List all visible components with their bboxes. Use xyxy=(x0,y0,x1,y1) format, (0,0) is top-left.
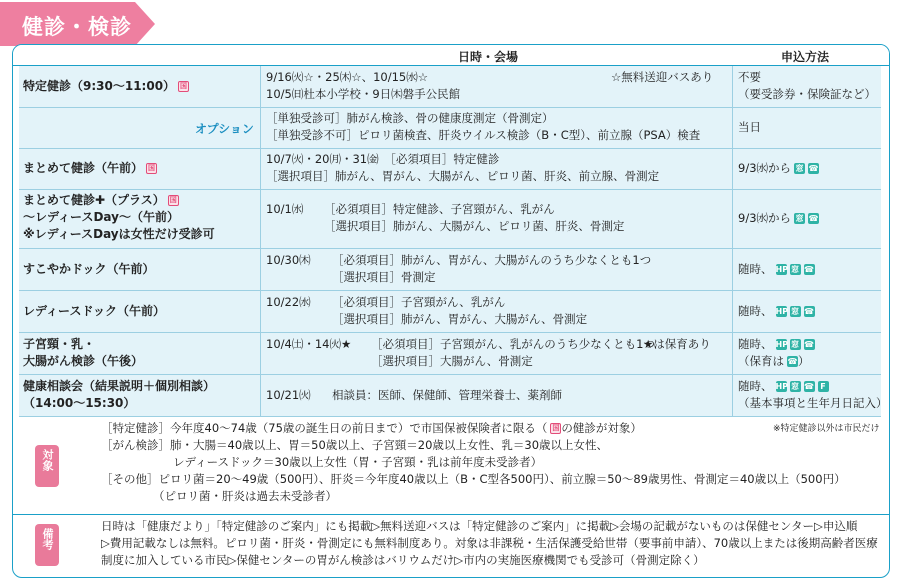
row-line1: 相談員：医師、保健師、管理栄養士、薬剤師 xyxy=(332,388,562,402)
target-line5: （ピロリ菌・肝炎は過去未受診者） xyxy=(153,489,337,503)
row-name-sub: （14:00〜15:30） xyxy=(23,396,136,410)
window-icon: 窓 xyxy=(791,382,799,391)
row-date: 10/21㈫ xyxy=(266,388,311,402)
row-note: ☆無料送迎バスあり xyxy=(611,70,714,84)
row-line1: 10/7㈫・20㈪・31㈮ ［必須項目］特定健診 xyxy=(266,152,500,166)
fax-icon: F xyxy=(818,381,829,392)
row-apply: 随時、 HP 窓 ☎ xyxy=(738,337,814,351)
row-line2: ［選択項目］肺がん、大腸がん、ピロリ菌、肝炎、骨測定 xyxy=(324,219,625,233)
phone-icon: ☎ xyxy=(804,382,814,391)
phone-icon: ☎ xyxy=(808,214,819,223)
row-name: まとめて健診（午前） 国 xyxy=(23,161,156,175)
row-line2: ［選択項目］肺がん、胃がん、大腸がん、ピロリ菌、肝炎、前立腺、骨測定 xyxy=(266,169,660,183)
target-note: ※特定健診以外は市民だけ xyxy=(773,424,880,434)
national-insurance-icon: 国 xyxy=(148,164,156,172)
row-apply: 9/3㈬から 窓 ☎ xyxy=(738,161,819,175)
row-line1: ［必須項目］肺がん、胃がん、大腸がんのうち少なくとも1つ xyxy=(332,253,652,267)
row-name-sub: 大腸がん検診（午後） xyxy=(23,354,144,368)
row-apply: 随時、 HP 窓 ☎ F xyxy=(738,378,829,395)
phone-icon: ☎ xyxy=(804,307,814,316)
row-dates: 9/16㈫☆・25㈭☆、10/15㈬☆ xyxy=(266,70,429,84)
row-line1: ［単独受診可］肺がん検診、骨の健康度測定（骨測定） xyxy=(266,111,554,125)
row-name: 特定健診（9:30〜11:00） 国 xyxy=(23,79,188,93)
row-apply-note: （保育は ☎） xyxy=(738,354,810,368)
phone-icon: ☎ xyxy=(804,265,814,274)
phone-icon: ☎ xyxy=(808,164,819,173)
website-icon: HP xyxy=(775,340,789,349)
row-line2: ［選択項目］骨測定 xyxy=(332,270,436,284)
row-apply: 不要 xyxy=(738,70,761,84)
row-name-note: ※レディースDayは女性だけ受診可 xyxy=(23,227,215,241)
row-apply-note: （基本事項と生年月日記入） xyxy=(738,396,888,410)
row-venue: 10/5㈰杜本小学校・9日㈭磐手公民館 xyxy=(266,87,461,101)
target-line2: ［がん検診］肺・大腸＝40歳以上、胃＝50歳以上、子宮頸＝20歳以上女性、乳＝30歳以上女性、 xyxy=(101,438,609,452)
table-header xyxy=(13,45,889,66)
window-icon: 窓 xyxy=(795,214,804,223)
website-icon: HP xyxy=(775,382,789,391)
phone-icon: ☎ xyxy=(787,357,798,366)
row-line2: ［単独受診不可］ピロリ菌検査、肝炎ウイルス検診（B・C型）、前立腺（PSA）検査 xyxy=(266,128,701,142)
remarks-line1: 日時は「健康だより」「特定健診のご案内」にも掲載▷無料送迎バスは「特定健診のご案内」に掲載▷会場の記載がないものは保健センター▷申込順 xyxy=(101,519,858,533)
table-row xyxy=(19,333,881,375)
target-line4: ［その他］ピロリ菌＝20〜49歳（500円）、肝炎＝今年度40歳以上（B・C型各500円）、前立腺＝50〜89歳男性、骨測定＝40歳以上（500円） xyxy=(101,472,846,486)
table-row xyxy=(19,375,888,417)
table-row xyxy=(19,108,881,149)
window-icon: 窓 xyxy=(795,164,804,173)
window-icon: 窓 xyxy=(791,307,799,316)
table-row xyxy=(19,249,881,291)
row-line1: ［必須項目］子宮頸がん、乳がん xyxy=(332,295,506,309)
row-name: オプション xyxy=(195,122,254,136)
website-icon: HP xyxy=(775,265,789,274)
row-apply: 随時、 HP 窓 ☎ xyxy=(738,262,814,276)
row-date: 10/1㈬ xyxy=(266,202,304,216)
row-line2: ［選択項目］肺がん、胃がん、大腸がん、骨測定 xyxy=(332,312,588,326)
row-name: まとめて健診✚（プラス） 国 xyxy=(23,193,177,207)
row-date: 10/30㈭ xyxy=(266,253,311,267)
phone-icon: ☎ xyxy=(804,340,814,349)
target-section xyxy=(19,418,881,512)
row-note: ★は保育あり xyxy=(643,337,711,351)
row-line1: ［必須項目］特定健診、子宮頸がん、乳がん xyxy=(324,202,555,216)
header-datetime: 日時・会場 xyxy=(458,50,519,64)
section-title: 健診・検診 xyxy=(22,15,132,39)
target-label: 対象 xyxy=(35,445,59,487)
target-line3: レディースドック＝30歳以上女性（胃・子宮頸・乳は前年度未受診者） xyxy=(173,455,543,469)
exam-table xyxy=(12,44,890,578)
window-icon: 窓 xyxy=(791,265,799,274)
national-insurance-icon: 国 xyxy=(180,82,188,90)
remarks-line2: ▷費用記載なしは無料。ピロリ菌・肝炎・骨測定にも無料制度あり。対象は非課税・生活保護受給世帯（要事前申請）、70歳以上または後期高齢者医療 xyxy=(101,536,878,550)
national-insurance-icon: 国 xyxy=(169,196,177,204)
row-date: 10/22㈬ xyxy=(266,295,311,309)
remarks-section xyxy=(19,516,881,576)
row-apply: 随時、 HP 窓 ☎ xyxy=(738,304,814,318)
row-name-sub: 〜レディースDay〜（午前） xyxy=(23,210,179,224)
website-icon: HP xyxy=(775,307,789,316)
row-apply: 9/3㈬から 窓 ☎ xyxy=(738,211,819,225)
row-name: 健康相談会（結果説明＋個別相談） xyxy=(23,379,216,393)
divider xyxy=(13,514,889,515)
window-icon: 窓 xyxy=(791,340,799,349)
row-apply-note: （要受診券・保険証など） xyxy=(738,87,876,101)
target-line1: ［特定健診］今年度40〜74歳（75歳の誕生日の前日まで）で市国保被保険者に限る（ 国 の健診が対象） xyxy=(101,421,642,435)
table-row xyxy=(19,291,881,333)
national-insurance-icon: 国 xyxy=(552,424,560,432)
header-apply: 申込方法 xyxy=(781,50,830,64)
remarks-line3: 制度に加入している市民▷保健センターの胃がん検診はバリウムだけ▷市内の実施医療機関でも受診可（骨測定除く） xyxy=(101,553,705,567)
row-line2: ［選択項目］大腸がん、骨測定 xyxy=(371,354,533,368)
table-row xyxy=(19,66,881,108)
section-title-tag xyxy=(0,2,155,46)
row-apply: 当日 xyxy=(738,120,761,134)
row-date: 10/4㈯・14㈫★ xyxy=(266,337,352,351)
remarks-label: 備考 xyxy=(35,524,59,566)
row-name: 子宮頸・乳・ xyxy=(23,337,96,351)
table-row xyxy=(19,190,881,249)
row-name: レディースドック（午前） xyxy=(23,304,165,318)
row-name: すこやかドック（午前） xyxy=(23,262,155,276)
table-row xyxy=(19,149,881,190)
row-line1: ［必須項目］子宮頸がん、乳がんのうち少なくとも1つ xyxy=(371,337,656,351)
